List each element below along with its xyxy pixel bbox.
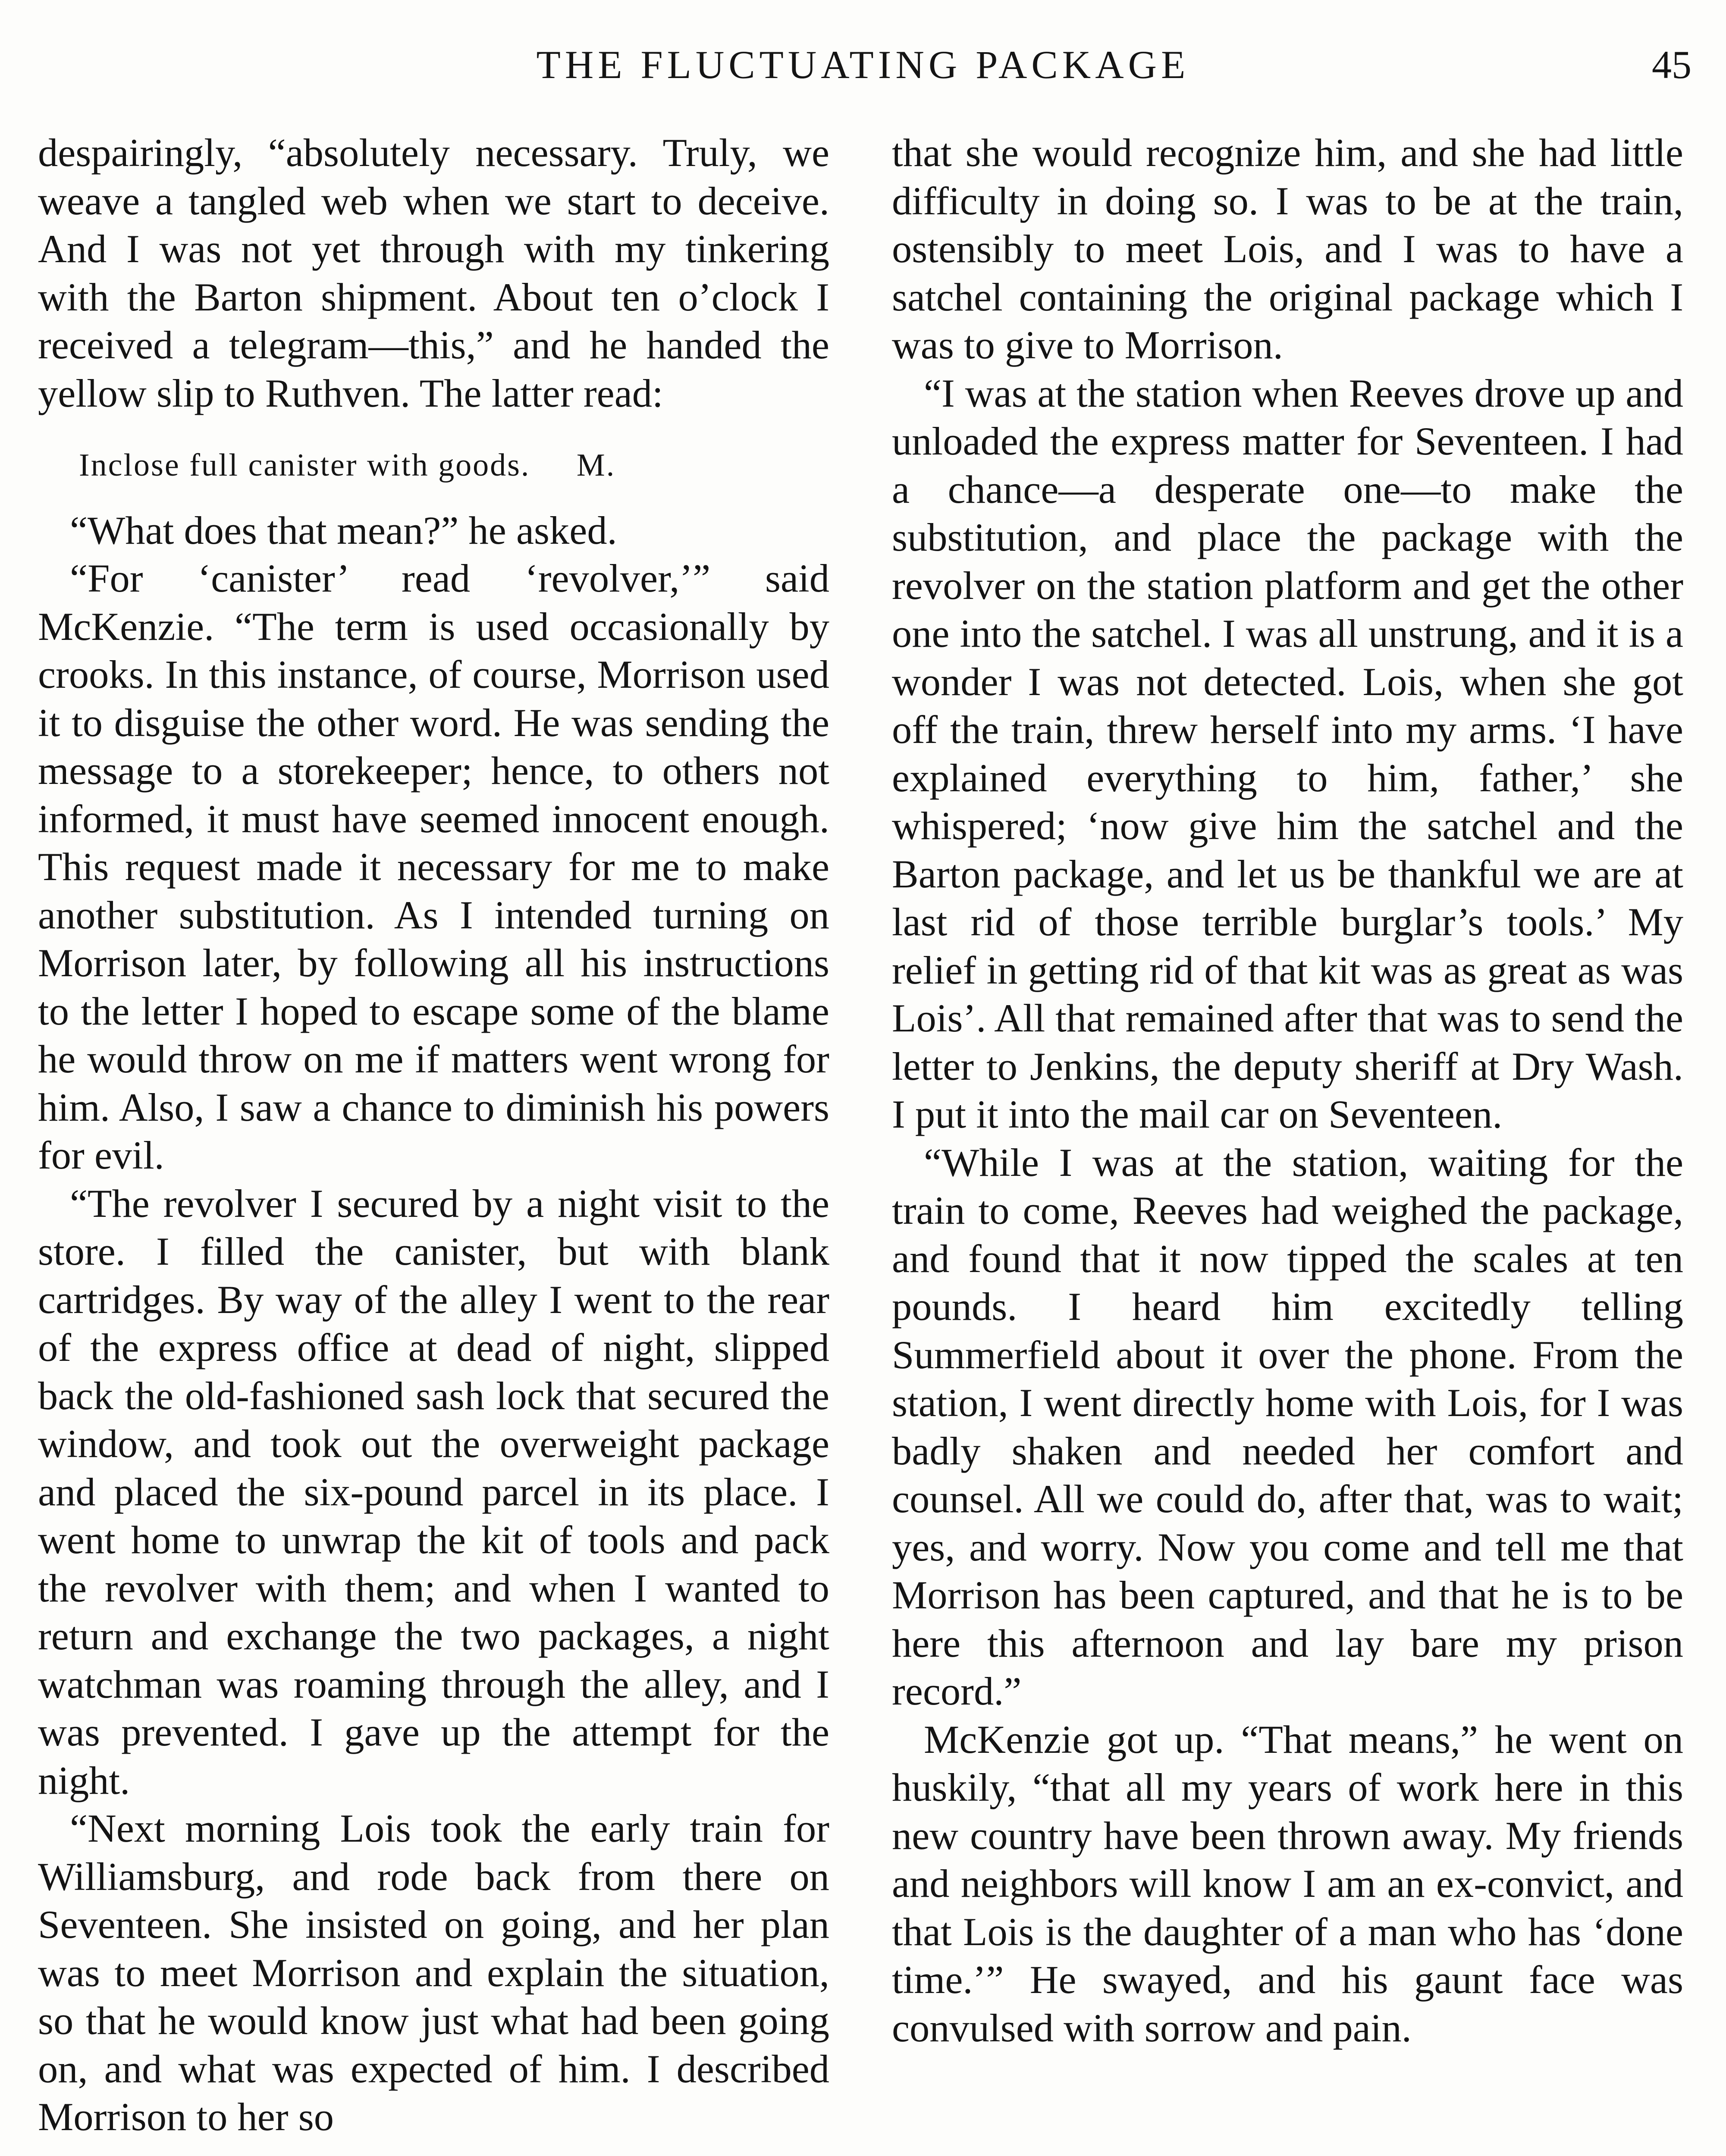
left-column — [38, 129, 829, 2142]
page-number: 45 — [1652, 43, 1691, 87]
paragraph: “For ‘canister’ read ‘revolver,’” said McKenzie. “The term is used occasionally by crooks. In this instance, of course, Morrison used it to disguise the other word. He was sending the message to a storekeeper; hence, to others not informed, it must have seemed innocent enough. This request made it necessary for me to make another substitution. As I intended turning on Morrison later, by following all his instructions to the letter I hoped to escape some of the blame he would throw on me if matters went wrong for him. Also, I saw a chance to diminish his powers for evil. — [38, 557, 829, 1178]
paragraph: that she would recognize him, and she had little difficulty in doing so. I was to be at the train, ostensibly to meet Lois, and I was to have a satchel containing the original package which I was to give to Morrison. — [892, 131, 1683, 367]
paragraph: “I was at the station when Reeves drove up and unloaded the express matter for Seventeen. I had a chance—a desperate one—to make the substitution, and place the package with the revolver on the station platform and get the other one into the satchel. I was all unstrung, and it is a wonder I was not detected. Lois, when she got off the train, threw herself into my arms. ‘I have explained everything to him, father,’ she whispered; ‘now give him the satchel and the Barton package, and let us be thankful we are at last rid of those terrible burglar’s tools.’ My relief in getting rid of that kit was as great as was Lois’. All that remained after that was to send the letter to Jenkins, the deputy sheriff at Dry Wash. I put it into the mail car on Seventeen. — [892, 371, 1683, 1137]
paragraph: “While I was at the station, waiting for the train to come, Reeves had weighed the package, and found that it now tipped the scales at ten pounds. I heard him excitedly telling Summerfield about it over the phone. From the station, I went directly home with Lois, for I was badly shaken and needed her comfort and counsel. All we could do, after that, was to wait; yes, and worry. Now you come and tell me that Morrison has been captured, and that he is to be here this afternoon and lay bare my prison record.” — [892, 1141, 1683, 1714]
right-column — [892, 129, 1683, 2053]
running-header — [35, 41, 1691, 88]
paragraph: McKenzie got up. “That means,” he went on huskily, “that all my years of work here in this new country have been thrown away. My friends and neighbors will know I am an ex-convict, and that Lois is the daughter of a man who has ‘done time.’” He swayed, and his gaunt face was convulsed with sorrow and pain. — [892, 1717, 1683, 2050]
running-title: THE FLUCTUATING PACKAGE — [536, 43, 1190, 87]
telegram-text: Inclose full canister with goods. M. — [79, 448, 616, 483]
paragraph: “The revolver I secured by a night visit to the store. I filled the canister, but with blank cartridges. By way of the alley I went to the rear of the express office at dead of night, slipped back the old-fashioned sash lock that secured the window, and took out the overweight package and placed the six-pound parcel in its place. I went home to unwrap the kit of tools and pack the revolver with them; and when I wanted to return and exchange the two packages, a night watchman was roaming through the alley, and I was prevented. I gave up the attempt for the night. — [38, 1181, 829, 1803]
paragraph: “What does that mean?” he asked. — [70, 508, 617, 553]
paragraph: despairingly, “absolutely necessary. Truly, we weave a tangled web when we start to deceive. And I was not yet through with my tinkering with the Barton shipment. About ten o’clock I received a telegram—this,” and he handed the yellow slip to Ruthven. The latter read: — [38, 131, 829, 416]
paragraph: “Next morning Lois took the early train for Williamsburg, and rode back from there on Seventeen. She insisted on going, and her plan was to meet Morrison and explain the situation, so that he would know just what had been going on, and what was expected of him. I described Morrison to her so — [38, 1807, 829, 2139]
